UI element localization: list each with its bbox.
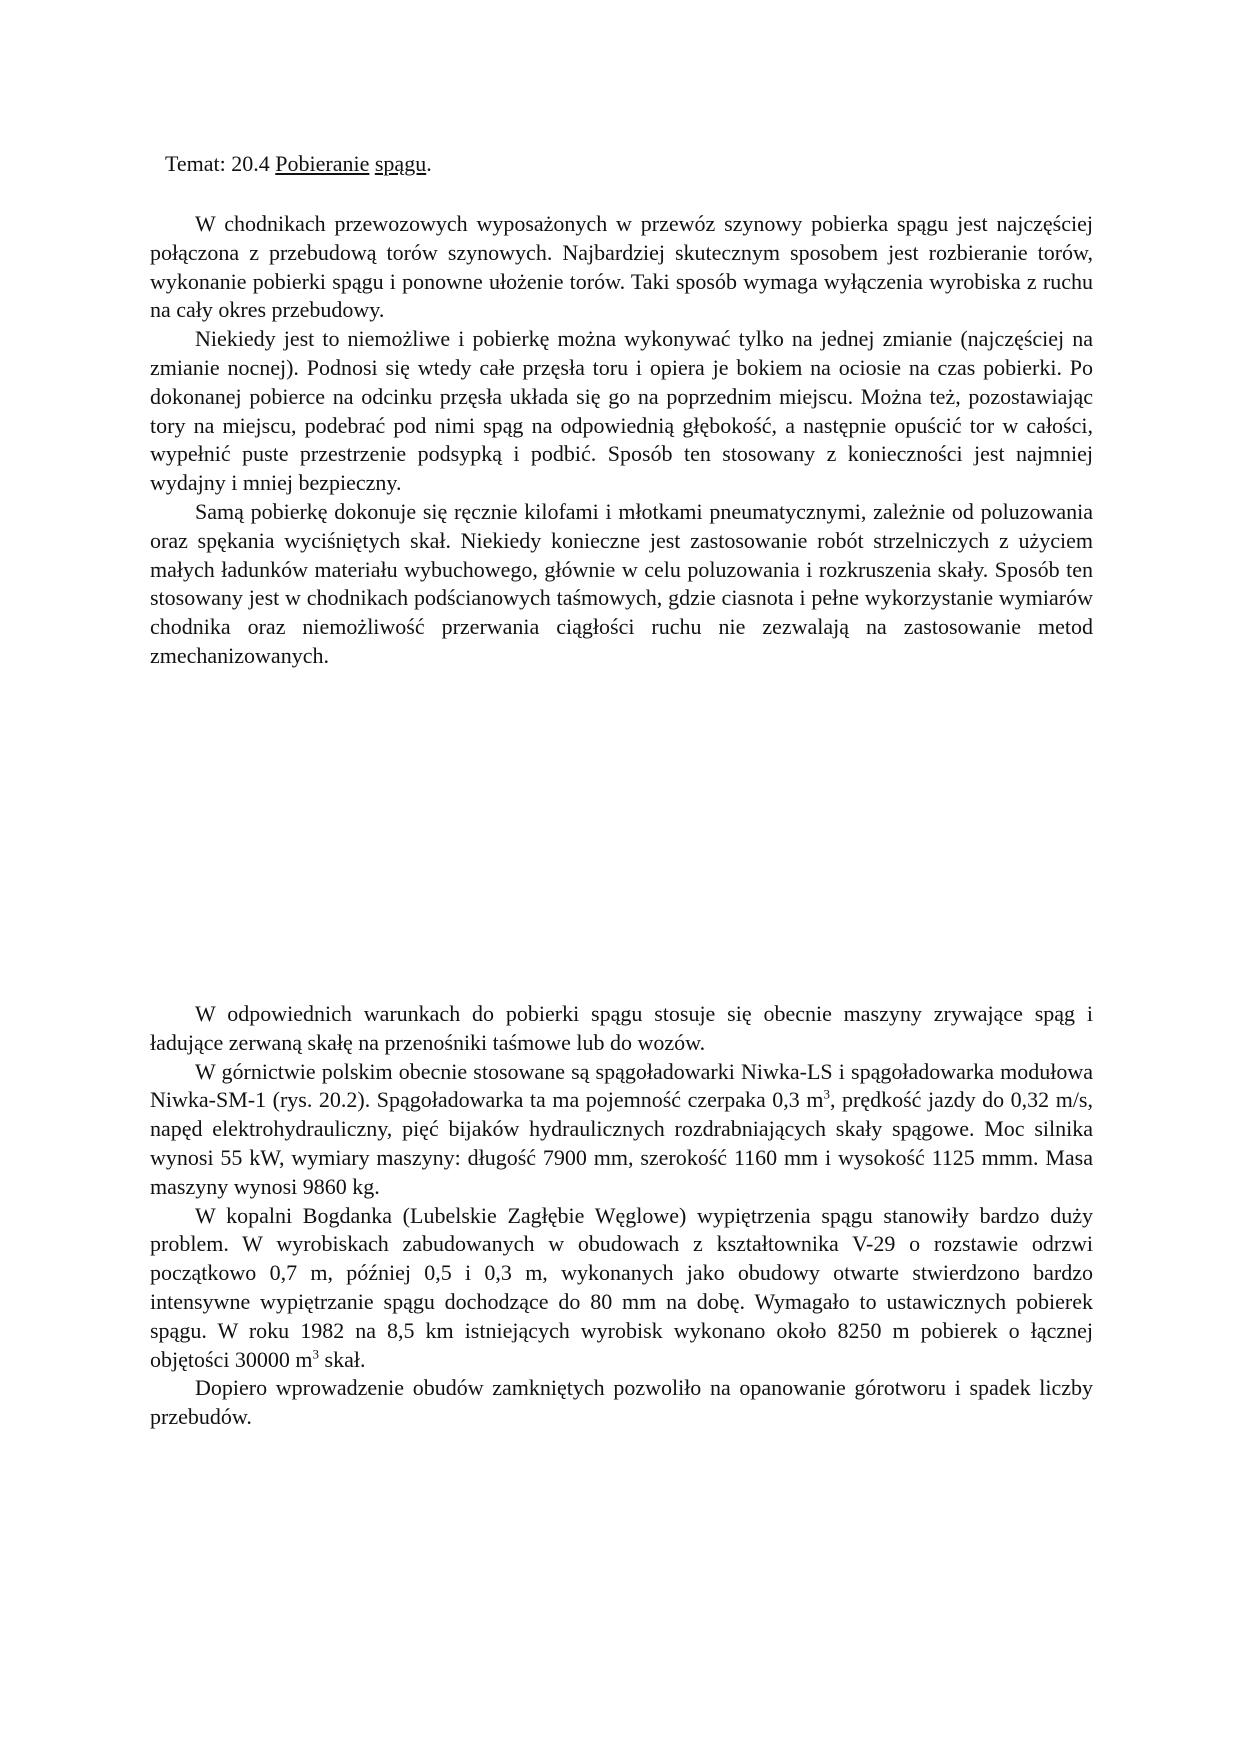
title-prefix: Temat: 20.4 [165,151,276,176]
cubic-superscript: 3 [823,1087,830,1103]
paragraph-track-removal: W chodnikach przewozowych wyposażonych w przewóz szynowy pobierka spągu jest najczęściej połączona z przebudową torów szynowych. Najbardziej skutecznym sposobem jest rozbieranie torów, wykonanie pobierki spągu i ponowne ułożenie torów. Taki sposób wymaga wyłączenia wyrobiska z ruchu na cały okres przebudowy. [150,211,1093,323]
paragraph-niwka-loaders [150,1058,1093,1202]
bogdanka-text-a: W kopalni Bogdanka (Lubelskie Zagłębie Węglowe) wypiętrzenia spągu stanowiły bardzo duży problem. W wyrobiskach zabudowanych w obudowach z kształtownika V-29 o rozstawie odrzwi początkowo 0,7 m, później 0,5 i 0,3 m, wykonanych jako obudowy otwarte stwierdzono bardzo intensywne wypiętrzanie spągu dochodzące do 80 mm na dobę. Wymagało to ustawicznych pobierek spągu. W roku 1982 na 8,5 km istniejących wyrobisk wykonano około 8250 m pobierek o łącznej objętości 30000 m [150,1202,1093,1372]
niwka-text-a: W górnictwie polskim obecnie stosowane są spągoładowarki Niwka-LS i spągoładowarka modułowa Niwka-SM-1 (rys. 20.2). Spągoładowarka ta ma pojemność czerpaka 0,3 m [150,1058,1093,1113]
document-title [165,150,432,179]
section-track-rebuild [150,210,1093,671]
paragraph-bogdanka-mine [150,1202,1093,1375]
section-machines [150,1000,1093,1432]
paragraph-night-shift: Niekiedy jest to niemożliwe i pobierkę można wykonywać tylko na jednej zmianie (najczęściej na zmianie nocnej). Podnosi się wtedy całe przęsła toru i opiera je bokiem na ociosie na czas pobierki. Po dokonanej pobierce na odcinku przęsła układa się go na poprzednim miejscu. Można też, pozostawiając tory na miejscu, podebrać pod nimi spąg na odpowiednią głębokość, a następnie opuścić tor w całości, wypełnić puste przestrzenie podsypką i podbić. Sposób ten stosowany z konieczności jest najmniej wydajny i mniej bezpieczny. [150,326,1093,496]
paragraph-manual-method: Samą pobierkę dokonuje się ręcznie kilofami i młotkami pneumatycznymi, zależnie od poluzowania oraz spękania wyciśniętych skał. Niekiedy konieczne jest zastosowanie robót strzelniczych z użyciem małych ładunków materiału wybuchowego, głównie w celu poluzowania i rozkruszenia skały. Sposób ten stosowany jest w chodnikach podścianowych taśmowych, gdzie ciasnota i pełne wykorzystanie wymiarów chodnika oraz niemożliwość przerwania ciągłości ruchu nie zezwalają na zastosowanie metod zmechanizowanych. [150,498,1093,668]
niwka-text-b: , prędkość jazdy do 0,32 m/s, napęd elektrohydrauliczny, pięć bijaków hydraulicznych rozdrabniających skały spągowe. Moc silnika wynosi 55 kW, wymiary maszyny: długość 7900 mm, szerokość 1160 mm i wysokość 1125 mmm. Masa maszyny wynosi 9860 kg. [150,1087,1093,1199]
title-word-spagu: spągu [374,151,427,176]
title-word-pobieranie: Pobieranie [275,151,370,176]
cubic-superscript: 3 [312,1346,320,1362]
bogdanka-text-b: skał. [319,1346,366,1372]
title-suffix: . [426,151,432,176]
paragraph-machines-intro: W odpowiednich warunkach do pobierki spągu stosuje się obecnie maszyny zrywające spąg i ładujące zerwaną skałę na przenośniki taśmowe lub do wozów. [150,1001,1093,1055]
paragraph-closed-supports: Dopiero wprowadzenie obudów zamkniętych pozwoliło na opanowanie górotworu i spadek liczby przebudów. [150,1375,1093,1430]
